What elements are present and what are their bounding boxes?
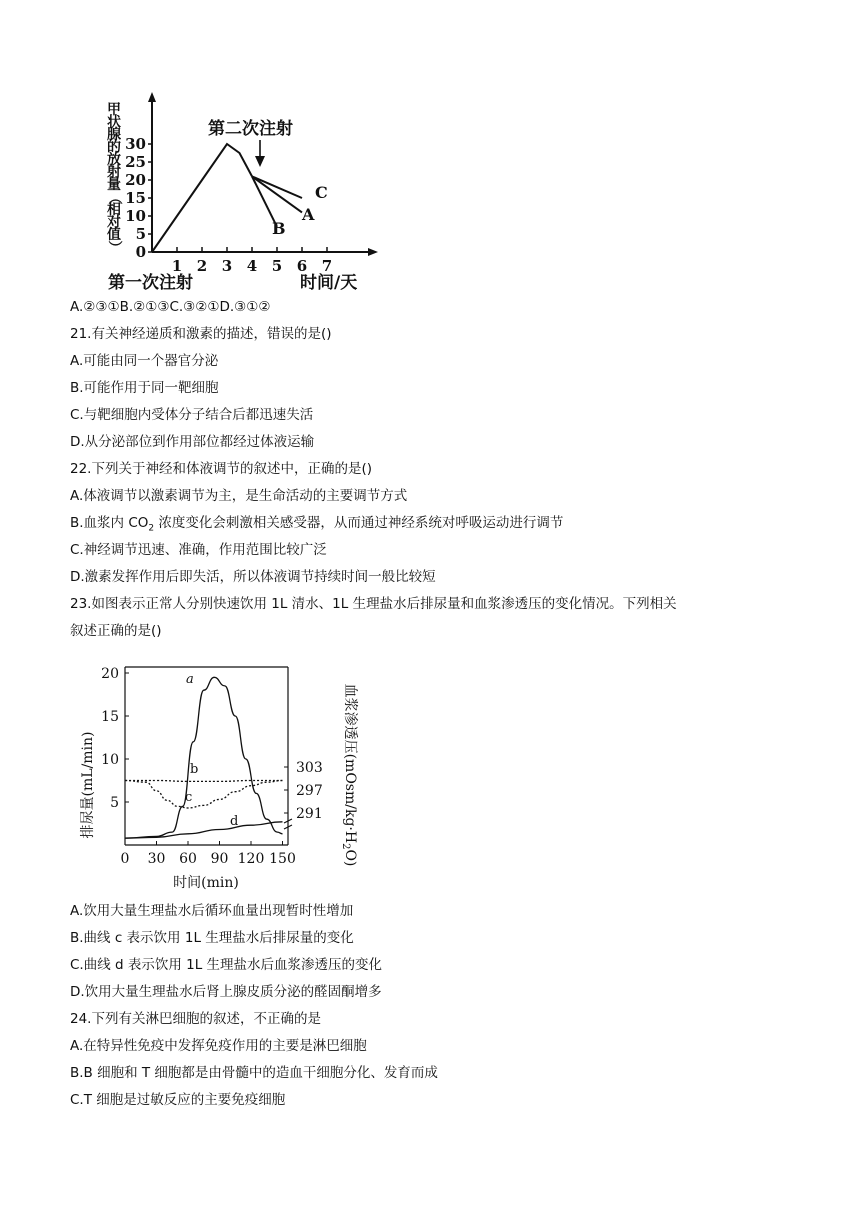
y-tick-label: 5	[110, 795, 119, 811]
q24-option-a: A.在特异性免疫中发挥免疫作用的主要是淋巴细胞	[70, 1038, 367, 1054]
x-tick-label: 1	[171, 257, 183, 275]
q21-stem: 21.有关神经递质和激素的描述，错误的是()	[70, 326, 332, 342]
q23-option-c: C.曲线 d 表示饮用 1L 生理盐水后血浆渗透压的变化	[70, 957, 383, 973]
co2-subscript: 2	[148, 523, 155, 534]
x-tick-label: 150	[269, 851, 296, 867]
y-tick-label: 10	[101, 752, 119, 768]
q22-option-b-pre: B.血浆内 CO	[70, 515, 149, 531]
q24-option-c: C.T 细胞是过敏反应的主要免疫细胞	[70, 1092, 286, 1108]
y-tick-label: 15	[125, 189, 146, 207]
y2-axis-label-main: 血浆渗透压(mOsm/kg·H	[342, 683, 358, 844]
curve-label-d: d	[230, 814, 239, 829]
y-tick-label: 5	[135, 225, 146, 243]
y2-axis-label-end: O)	[342, 849, 358, 867]
y-tick-label: 20	[101, 666, 119, 682]
y-axis-label-char: 量	[107, 177, 121, 193]
y-axis-label-char: 状	[107, 114, 121, 131]
y-axis-label-char: 相	[107, 202, 121, 218]
y-axis-label-char: （	[106, 190, 122, 205]
y-axis-label-char: 射	[107, 164, 121, 181]
q22-stem: 22.下列关于神经和体液调节的叙述中，正确的是()	[70, 461, 373, 477]
q23-option-a: A.饮用大量生理盐水后循环血量出现暂时性增加	[70, 903, 354, 919]
y2-tick-label: 297	[296, 783, 323, 799]
x-tick-label: 30	[147, 851, 166, 867]
x-tick-label: 2	[196, 257, 208, 275]
y-axis-label: 排尿量(mL/min)	[80, 731, 96, 839]
q21-option-c: C.与靶细胞内受体分子结合后都迅速失活	[70, 407, 314, 423]
urine-osmolality-chart	[70, 655, 370, 895]
second-injection-arrowhead	[255, 156, 265, 167]
y-axis-label-char: 的	[107, 139, 121, 156]
series-line-c	[125, 781, 283, 809]
y-axis-label-char: ）	[106, 240, 122, 255]
x-tick-label: 0	[120, 851, 130, 867]
y-axis-label-char: 值	[107, 227, 121, 243]
q20-options: A.②③①B.②①③C.③②①D.③①②	[70, 299, 271, 315]
q21-option-b: B.可能作用于同一靶细胞	[70, 380, 219, 396]
y2-axis-label	[340, 684, 359, 867]
curve-label-c: C	[315, 183, 328, 202]
q23-stem-line2: 叙述正确的是()	[70, 623, 162, 639]
x-tick-label: 3	[221, 257, 233, 275]
y-axis-label	[106, 102, 122, 255]
q21-option-a: A.可能由同一个器官分泌	[70, 353, 219, 369]
y-tick-label: 20	[125, 171, 146, 189]
curve-label-a: a	[186, 672, 194, 687]
q22-option-b	[70, 514, 563, 538]
y-tick-label: 30	[125, 135, 146, 153]
x-tick-label: 7	[321, 257, 333, 275]
y-axis-label-char: 放	[107, 152, 121, 168]
second-injection-label: 第二次注射	[208, 119, 293, 139]
y-tick-label: 25	[125, 153, 146, 171]
q23-option-d: D.饮用大量生理盐水后肾上腺皮质分泌的醛固酮增多	[70, 984, 382, 1000]
q24-option-b: B.B 细胞和 T 细胞都是由骨髓中的造血干细胞分化、发育而成	[70, 1065, 438, 1081]
y-tick-label: 15	[101, 709, 119, 725]
y-axis-label-char: 对	[107, 214, 121, 231]
y2-tick-label: 291	[296, 806, 323, 822]
x-tick-label: 120	[237, 851, 265, 867]
x-axis-label: 时间(min)	[173, 875, 239, 891]
q22-option-d: D.激素发挥作用后即失活，所以体液调节持续时间一般比较短	[70, 569, 436, 585]
y-axis-arrow	[148, 92, 156, 102]
series-line-b	[125, 781, 283, 782]
curve-label-b: B	[272, 219, 286, 238]
y2-axis-label-sub: 2	[340, 843, 351, 850]
y-axis-label-char: 甲	[107, 102, 121, 118]
x-tick-label: 5	[271, 257, 283, 275]
x-tick-label: 60	[179, 851, 197, 867]
thyroid-radioactivity-chart	[100, 92, 390, 297]
series-line-main	[152, 144, 252, 252]
q24-stem: 24.下列有关淋巴细胞的叙述，不正确的是	[70, 1011, 321, 1027]
q23-stem-line1: 23.如图表示正常人分别快速饮用 1L 清水、1L 生理盐水后排尿量和血浆渗透压的变化情况。下列相关	[70, 596, 677, 612]
first-injection-label: 第一次注射	[108, 273, 193, 293]
x-tick-label: 4	[246, 257, 258, 275]
y-tick-label: 0	[135, 243, 146, 261]
y-tick-label: 10	[125, 207, 146, 225]
q22-option-c: C.神经调节迅速、准确，作用范围比较广泛	[70, 542, 327, 558]
x-axis-arrow	[368, 248, 378, 256]
x-tick-label: 6	[296, 257, 308, 275]
q22-option-a: A.体液调节以激素调节为主，是生命活动的主要调节方式	[70, 488, 408, 504]
curve-label-b: b	[190, 762, 199, 777]
y2-tick-label: 303	[296, 760, 323, 776]
series-line-d	[125, 822, 283, 838]
curve-label-a: A	[302, 205, 315, 224]
q23-option-b: B.曲线 c 表示饮用 1L 生理盐水后排尿量的变化	[70, 930, 354, 946]
q21-option-d: D.从分泌部位到作用部位都经过体液运输	[70, 434, 315, 450]
x-axis-label: 时间/天	[300, 273, 358, 293]
y-axis-label-char: 腺	[107, 127, 121, 143]
x-tick-label: 90	[210, 851, 229, 867]
curve-label-c: c	[185, 790, 193, 805]
q22-option-b-post: 浓度变化会刺激相关感受器，从而通过神经系统对呼吸运动进行调节	[154, 515, 564, 531]
series-line-a	[125, 677, 283, 838]
